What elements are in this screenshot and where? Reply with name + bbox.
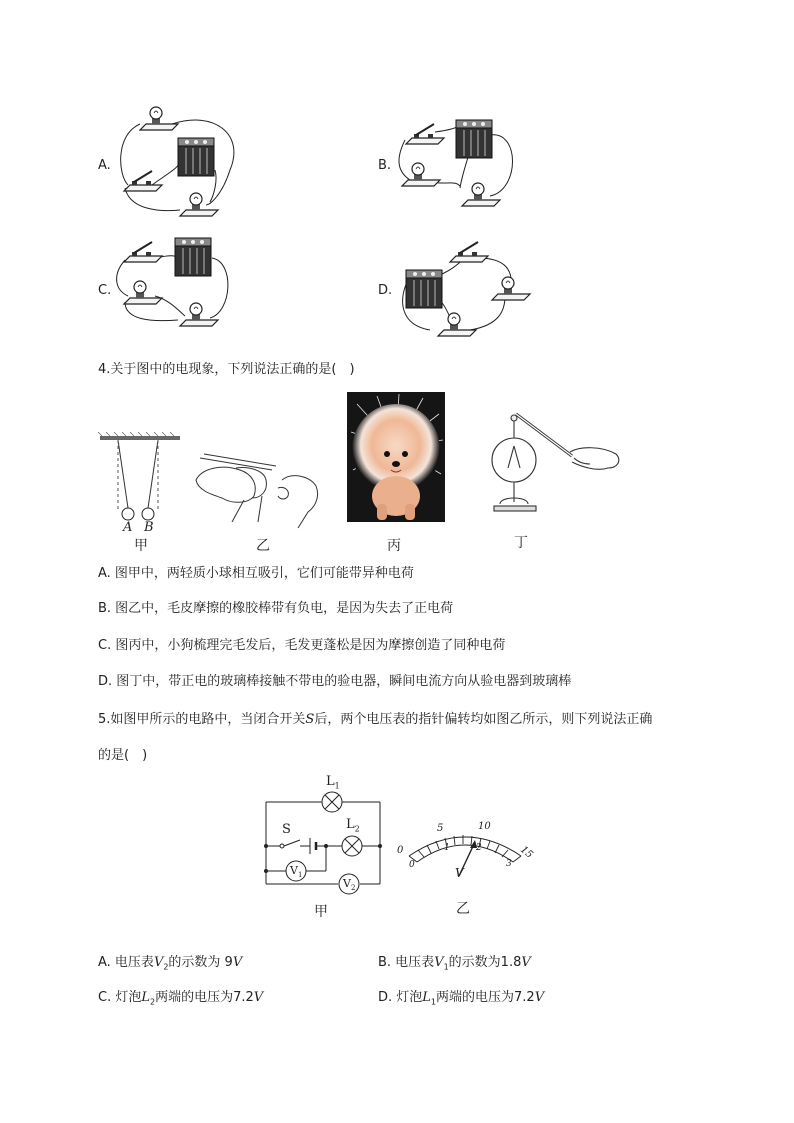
ball-label-a: A (123, 520, 133, 535)
caption-bing: 丙 (387, 538, 401, 554)
label-v2: $V_2$ (343, 877, 356, 893)
ball-label-b: B (144, 520, 154, 535)
switch-icon (124, 242, 162, 262)
meter-tick-upper-10: 10 (478, 821, 491, 832)
caption-ding: 丁 (514, 535, 528, 551)
battery-icon (175, 238, 211, 276)
figure-ding-electroscope (480, 406, 630, 526)
label-s: S (282, 822, 291, 837)
q4-option-d[interactable]: D. 图丁中，带正电的玻璃棒接触不带电的验电器，瞬间电流方向从验电器到玻璃棒 (98, 674, 572, 689)
meter-tick-upper-0: 0 (397, 845, 404, 856)
q3-option-b-label: B. (378, 158, 392, 173)
caption-circuit-jia: 甲 (314, 904, 328, 920)
q5-option-d[interactable]: D. 灯泡$L_1$两端的电压为7.2V (378, 990, 545, 1007)
q5-option-c[interactable]: C. 灯泡$L_2$两端的电压为7.2V (98, 990, 264, 1007)
figure-yi-voltmeter-dial (395, 818, 535, 888)
q3-circuit-figures (0, 0, 794, 360)
label-v1: $V_1$ (290, 864, 303, 880)
label-l1: $L_1$ (326, 774, 340, 791)
switch-icon (124, 171, 162, 191)
bulb-icon (140, 107, 178, 130)
q3-option-a-label: A. (98, 158, 111, 173)
meter-unit: V (455, 866, 464, 880)
q4-option-b[interactable]: B. 图乙中，毛皮摩擦的橡胶棒带有负电，是因为失去了正电荷 (98, 601, 454, 616)
meter-tick-lower-0: 0 (409, 860, 415, 870)
figure-bing-dog-photo (347, 392, 445, 522)
bulb-icon (438, 313, 476, 336)
meter-tick-lower-2: 2 (476, 843, 482, 853)
figure-jia-circuit-diagram (260, 770, 390, 893)
q3-option-d-label: D. (378, 283, 393, 298)
battery-icon (178, 138, 214, 176)
caption-yi: 乙 (256, 538, 270, 554)
q4-stem: 4.关于图中的电现象，下列说法正确的是( ) (98, 362, 355, 377)
bulb-icon (124, 281, 162, 304)
switch-icon (406, 124, 444, 144)
label-l2: $L_2$ (346, 817, 360, 834)
switch-icon (450, 242, 488, 262)
q4-option-a[interactable]: A. 图甲中，两轻质小球相互吸引，它们可能带异种电荷 (98, 566, 414, 581)
battery-icon (406, 270, 442, 308)
battery-icon (456, 120, 492, 158)
q5-option-b[interactable]: B. 电压表$V_1$的示数为1.8V (378, 955, 531, 972)
meter-tick-upper-15: 15 (517, 844, 535, 861)
q5-stem-line2: 的是( ) (98, 748, 148, 763)
meter-tick-upper-5: 5 (437, 823, 444, 834)
bulb-icon (492, 277, 530, 300)
figure-yi-rubbing-rod (192, 450, 324, 530)
meter-tick-lower-1: 1 (444, 843, 450, 853)
q5-option-a[interactable]: A. 电压表$V_2$的示数为 9V (98, 955, 243, 972)
bulb-icon (402, 163, 440, 186)
q3-option-c-label: C. (98, 283, 112, 298)
bulb-icon (180, 303, 218, 326)
q4-option-c[interactable]: C. 图丙中，小狗梳理完毛发后，毛发更蓬松是因为摩擦创造了同种电荷 (98, 638, 506, 653)
q5-stem-line1: 5.如图甲所示的电路中，当闭合开关S后，两个电压表的指针偏转均如图乙所示，则下列说法正确 (98, 712, 653, 727)
caption-meter-yi: 乙 (456, 901, 470, 917)
meter-tick-lower-3: 3 (506, 859, 512, 869)
caption-jia: 甲 (134, 538, 148, 554)
